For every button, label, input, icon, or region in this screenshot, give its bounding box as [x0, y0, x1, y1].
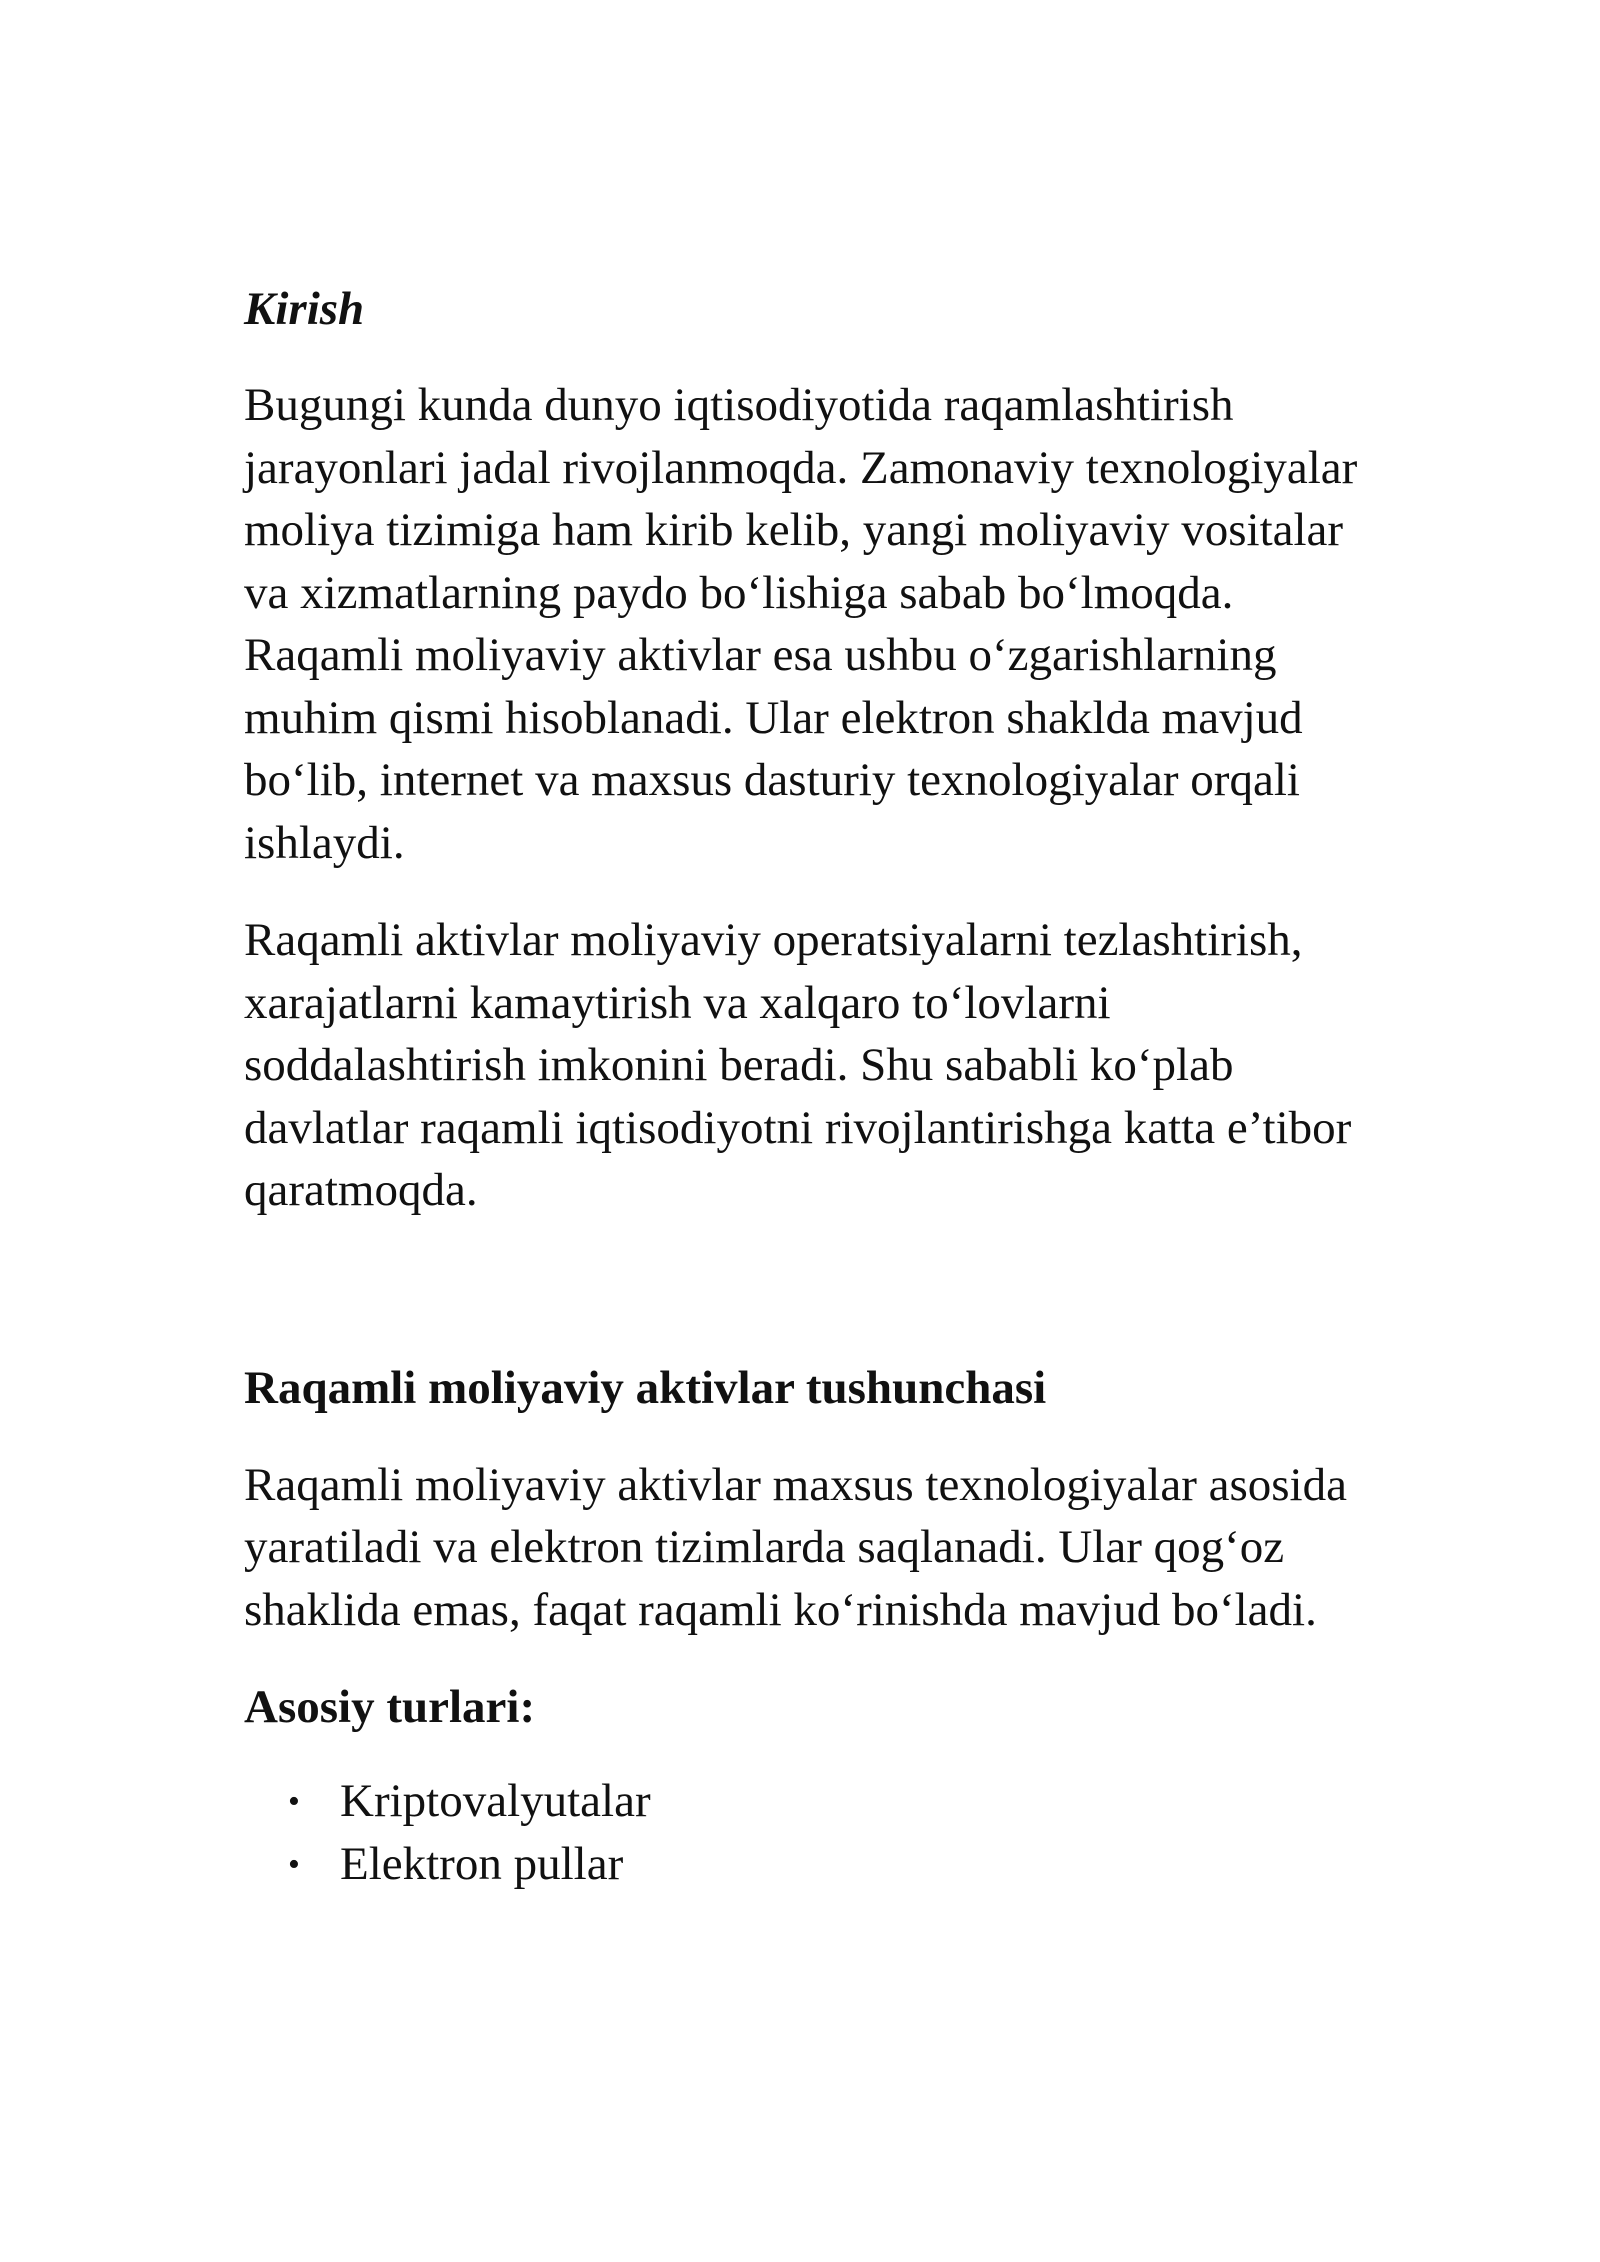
- document-page: [244, 278, 1394, 1896]
- list-item-label: Elektron pullar: [340, 1838, 624, 1890]
- section-spacer: [244, 1257, 1394, 1357]
- list-item: [244, 1770, 1394, 1833]
- types-list: [244, 1770, 1394, 1896]
- concept-heading: Raqamli moliyaviy aktivlar tushunchasi: [244, 1361, 1047, 1414]
- intro-heading: Kirish: [244, 283, 365, 335]
- list-item-label: Kriptovalyutalar: [340, 1775, 651, 1827]
- intro-paragraph-1: Bugungi kunda dunyo iqtisodiyotida raqamlashtirish jarayonlari jadal rivojlanmoqda. Zamonaviy texnologiyalar moliya tizimiga ham kirib kelib, yangi moliyaviy vositalar va xizmatlarning paydo bo‘lishiga sabab bo‘lmoqda. Raqamli moliyaviy aktivlar esa ushbu o‘zgarishlarning muhim qismi hisoblanadi. Ular elektron shaklda mavjud bo‘lib, internet va maxsus dasturiy texnologiyalar orqali ishlaydi.: [244, 379, 1358, 869]
- types-heading: Asosiy turlari:: [244, 1681, 536, 1733]
- bullet-icon: •: [288, 1783, 300, 1820]
- concept-paragraph: Raqamli moliyaviy aktivlar maxsus texnologiyalar asosida yaratiladi va elektron tizimlarda saqlanadi. Ular qog‘oz shaklida emas, faqat raqamli ko‘rinishda mavjud bo‘ladi.: [244, 1458, 1347, 1636]
- intro-paragraph-2: Raqamli aktivlar moliyaviy operatsiyalarni tezlashtirish, xarajatlarni kamaytirish va xalqaro to‘lovlarni soddalashtirish imkonini beradi. Shu sababli ko‘plab davlatlar raqamli iqtisodiyotni rivojlantirishga katta e’tibor qaratmoqda.: [244, 914, 1352, 1216]
- bullet-icon: •: [288, 1846, 300, 1883]
- list-item: [244, 1833, 1394, 1896]
